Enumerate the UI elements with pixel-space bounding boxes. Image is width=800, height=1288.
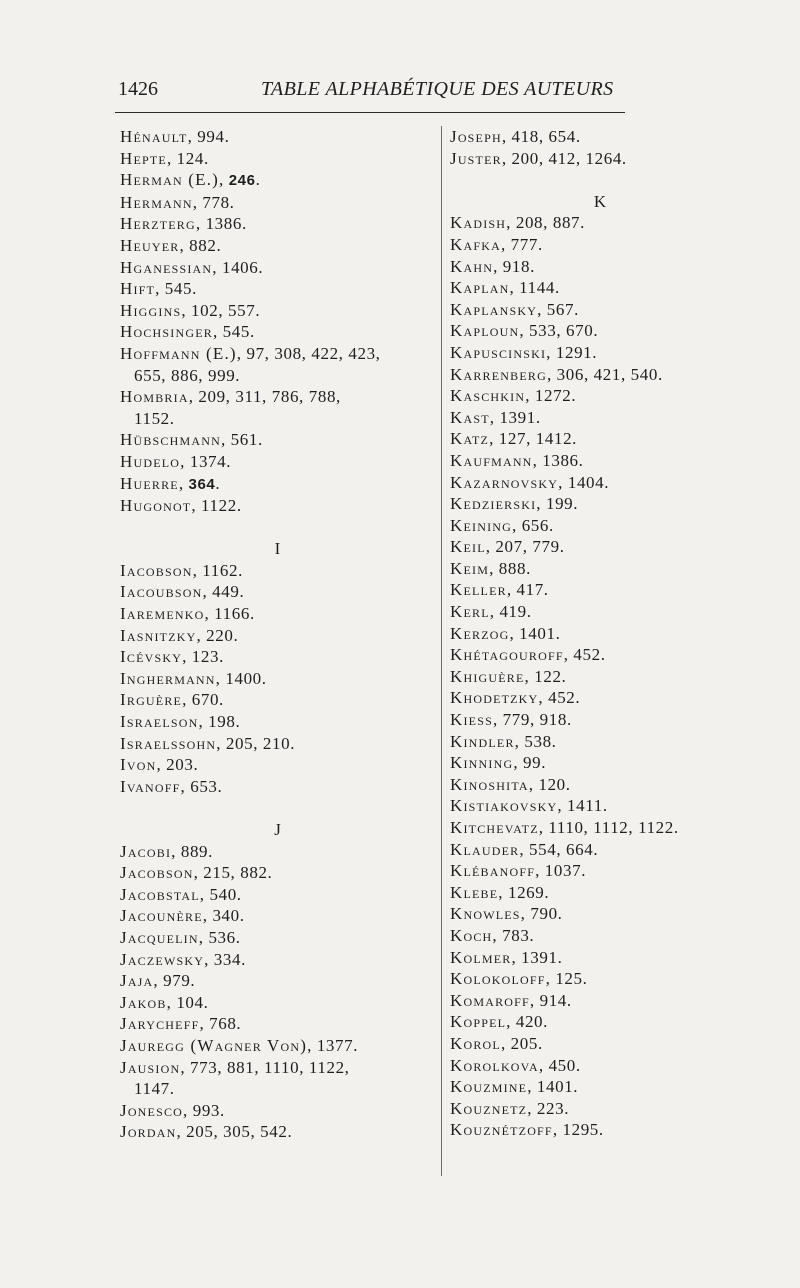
- index-entry: [450, 687, 750, 709]
- author-name: Iaremenko: [120, 604, 205, 624]
- author-name: Klauder: [450, 839, 520, 859]
- index-entry: [450, 903, 750, 925]
- page-refs: , 768.: [199, 1014, 242, 1034]
- j-entries-continued: [450, 126, 750, 169]
- page-refs: , 1401.: [527, 1077, 579, 1097]
- index-entry: [450, 990, 750, 1012]
- author-name: Jauregg (Wagner Von): [120, 1035, 308, 1055]
- index-entry: [450, 1076, 750, 1098]
- index-entry: [450, 1098, 750, 1120]
- index-entry: [120, 126, 435, 148]
- author-name: Israelson: [120, 712, 199, 732]
- ref-terminator: .: [215, 473, 221, 493]
- author-name: Kaplansky: [450, 299, 538, 319]
- page-refs: , 205.: [500, 1033, 543, 1053]
- page-refs: , 1386.: [532, 450, 584, 470]
- index-entry: [120, 1013, 435, 1035]
- author-name: Jaczewsky: [120, 949, 205, 969]
- index-entry: [120, 603, 435, 625]
- page-refs: , 1401.: [509, 623, 561, 643]
- page-refs: , 340.: [202, 906, 245, 926]
- author-name: Khodetzky: [450, 688, 539, 708]
- page-refs: , 670.: [182, 690, 224, 710]
- page-refs: , 1404.: [558, 472, 610, 492]
- author-name: Kinning: [450, 753, 514, 773]
- author-name: Jakob: [120, 992, 167, 1012]
- author-name: Jacquelin: [120, 927, 199, 947]
- author-name: Jacobi: [120, 841, 172, 861]
- page-refs: , 1037.: [535, 861, 587, 881]
- index-entry: [120, 386, 435, 429]
- j-entries: [120, 841, 435, 1143]
- index-entry: [120, 905, 435, 927]
- page-refs: , 914.: [529, 990, 572, 1010]
- page-refs: , 199.: [536, 494, 579, 514]
- author-name: Kaploun: [450, 321, 520, 341]
- page-refs: , 200, 412, 1264.: [501, 148, 627, 168]
- page-refs: , 1391.: [511, 947, 563, 967]
- author-name: Keil: [450, 537, 486, 557]
- page-refs: , 198.: [198, 712, 241, 732]
- page-refs: , 306, 421, 540.: [546, 364, 663, 384]
- index-entry: [450, 774, 750, 796]
- index-entry: [450, 795, 750, 817]
- page-refs: , 1162.: [192, 560, 243, 580]
- index-entry: [120, 733, 435, 755]
- index-entry: [450, 947, 750, 969]
- ref-terminator: .: [255, 170, 261, 190]
- author-name: Kouznétzoff: [450, 1120, 553, 1140]
- index-entry: [120, 711, 435, 733]
- author-name: Hermann: [120, 192, 193, 212]
- author-name: Khétagouroff: [450, 645, 564, 665]
- index-entry: [450, 1011, 750, 1033]
- author-name: Irguère: [120, 690, 183, 710]
- index-entry: [450, 882, 750, 904]
- page-refs: , 205, 210.: [216, 733, 296, 753]
- index-entry: [120, 473, 435, 496]
- page-refs-continued: 655, 886, 999.: [134, 365, 241, 385]
- section-letter-k: K: [593, 191, 607, 211]
- page-refs: , 418, 654.: [501, 127, 581, 146]
- author-name: Joseph: [450, 127, 502, 146]
- index-entry: [450, 666, 750, 688]
- page-refs: , 97, 308, 422, 423,: [236, 343, 381, 363]
- page-refs: , 124.: [166, 148, 209, 168]
- author-name: Koppel: [450, 1012, 507, 1032]
- h-entries: [120, 126, 435, 517]
- running-header: [118, 72, 628, 106]
- page-refs: , 1291.: [546, 342, 598, 362]
- author-name: Jacobson: [120, 863, 194, 883]
- index-entry: [120, 213, 435, 235]
- author-name: Kapuscinski: [450, 342, 547, 362]
- author-name: Hepte: [120, 148, 167, 168]
- author-name: Juster: [450, 148, 502, 168]
- section-letter-i: I: [274, 539, 281, 559]
- index-entry: [450, 925, 750, 947]
- author-name: Karrenberg: [450, 364, 547, 384]
- index-entry: [120, 495, 435, 517]
- page-refs: , 979.: [153, 971, 196, 991]
- author-name: Kindler: [450, 731, 515, 751]
- index-entry: [120, 169, 435, 192]
- page-refs: , 994.: [187, 127, 230, 146]
- index-entry: [450, 558, 750, 580]
- page-refs: ,: [219, 170, 229, 190]
- author-name: Iacoubson: [120, 582, 203, 602]
- index-entry: [120, 257, 435, 279]
- author-name: Keim: [450, 558, 490, 578]
- page-refs: , 773, 881, 1110, 1122,: [180, 1057, 350, 1077]
- author-name: Kaufmann: [450, 450, 533, 470]
- index-entry: [120, 321, 435, 343]
- page-refs: , 125.: [545, 969, 588, 989]
- author-name: Hombria: [120, 387, 189, 407]
- author-name: Korolkova: [450, 1055, 539, 1075]
- page-refs: , 417.: [506, 580, 549, 600]
- author-name: Kazarnovsky: [450, 472, 559, 492]
- author-name: Kolmer: [450, 947, 512, 967]
- author-name: Hganessian: [120, 257, 213, 277]
- author-name: Kafka: [450, 234, 501, 254]
- author-name: Ivanoff: [120, 776, 181, 796]
- page-refs: , 1374.: [180, 451, 232, 471]
- index-entry: [120, 970, 435, 992]
- index-entry: [120, 581, 435, 603]
- page-refs: , 207, 779.: [485, 537, 565, 557]
- page-refs: , 1272.: [525, 386, 577, 406]
- main-page-ref: 246: [228, 172, 256, 190]
- author-name: Koch: [450, 925, 493, 945]
- author-name: Kaschkin: [450, 386, 526, 406]
- author-name: Kistiakovsky: [450, 796, 558, 816]
- index-entry: [450, 968, 750, 990]
- author-name: Kedzierski: [450, 494, 537, 514]
- index-entry: [120, 927, 435, 949]
- page-refs: , 538.: [514, 731, 557, 751]
- page-refs: , 122.: [524, 666, 567, 686]
- index-entry: [120, 343, 435, 386]
- page-refs: , 536.: [198, 927, 241, 947]
- page-refs: , 1400.: [215, 668, 267, 688]
- author-name: Kouzmine: [450, 1077, 528, 1097]
- page-refs: , 545.: [212, 322, 255, 342]
- i-entries: [120, 560, 435, 798]
- page-refs: , 203.: [156, 755, 199, 775]
- author-name: Jaja: [120, 971, 154, 991]
- author-name: Kadish: [450, 213, 507, 233]
- section-letter-j: J: [274, 820, 281, 839]
- index-entry: [120, 278, 435, 300]
- author-name: Kiess: [450, 710, 493, 730]
- left-column: [120, 126, 435, 1143]
- author-name: Hudelo: [120, 451, 181, 471]
- page-refs: , 545.: [155, 279, 197, 299]
- page-refs: , 1166.: [204, 604, 255, 624]
- index-entry: [450, 1055, 750, 1077]
- author-name: Kaplan: [450, 278, 510, 298]
- index-entry: [120, 429, 435, 451]
- index-entry: [120, 689, 435, 711]
- index-entry: [120, 1057, 435, 1100]
- index-entry: [450, 148, 750, 170]
- author-name: Herzterg: [120, 214, 196, 234]
- index-entry: [450, 212, 750, 234]
- index-entry: [450, 536, 750, 558]
- author-name: Israelssohn: [120, 733, 217, 753]
- page-refs: , 533, 670.: [519, 321, 599, 341]
- author-name: Jordan: [120, 1122, 177, 1142]
- page-refs: , 993.: [183, 1100, 225, 1120]
- index-entry: [120, 884, 435, 906]
- author-name: Herman (E.): [120, 170, 220, 190]
- index-entry: [450, 731, 750, 753]
- page-refs: , 334.: [204, 949, 246, 969]
- page-refs: , 1406.: [212, 257, 264, 277]
- page-refs: , 120.: [528, 774, 571, 794]
- page-refs: , 452.: [563, 645, 606, 665]
- index-entry: [450, 256, 750, 278]
- page-refs: , 1386.: [195, 214, 247, 234]
- page-refs: ,: [178, 473, 189, 493]
- index-entry: [450, 579, 750, 601]
- page-refs: , 450.: [538, 1055, 581, 1075]
- index-entry: [120, 148, 435, 170]
- page-refs: , 653.: [180, 776, 223, 796]
- index-entry: [120, 949, 435, 971]
- page-refs: , 1122.: [191, 496, 242, 516]
- author-name: Higgins: [120, 300, 182, 320]
- author-name: Kast: [450, 407, 490, 427]
- index-entry: [450, 1033, 750, 1055]
- index-entry: [450, 428, 750, 450]
- author-name: Icévsky: [120, 647, 183, 667]
- index-entry: [120, 1100, 435, 1122]
- page-refs: , 1110, 1112, 1122.: [538, 818, 679, 837]
- author-name: Korol: [450, 1033, 501, 1053]
- author-name: Khiguère: [450, 666, 525, 686]
- index-entry: [450, 407, 750, 429]
- page-refs: , 567.: [537, 299, 579, 319]
- author-name: Klebe: [450, 882, 499, 902]
- page-refs: , 104.: [166, 992, 209, 1012]
- index-entry: [450, 472, 750, 494]
- page-refs: , 656.: [512, 515, 554, 535]
- index-entry: [120, 992, 435, 1014]
- page-refs: , 1144.: [509, 278, 560, 298]
- running-title: TABLE ALPHABÉTIQUE DES AUTEURS: [261, 78, 614, 100]
- page-refs: , 1411.: [557, 796, 608, 816]
- author-name: Jarycheff: [120, 1014, 200, 1034]
- author-name: Hochsinger: [120, 322, 213, 342]
- author-name: Heuyer: [120, 235, 180, 255]
- page-refs: , 208, 887.: [506, 213, 586, 233]
- page-refs: , 215, 882.: [193, 863, 273, 883]
- index-entry: [450, 277, 750, 299]
- page-number: 1426: [118, 78, 158, 100]
- index-entry: [120, 560, 435, 582]
- index-entry: [120, 668, 435, 690]
- header-rule: [115, 112, 625, 113]
- index-entry: [450, 126, 750, 148]
- index-entry: [120, 625, 435, 647]
- index-entry: [120, 451, 435, 473]
- page-refs: , 220.: [196, 625, 239, 645]
- author-name: Iacobson: [120, 560, 193, 580]
- author-name: Kerl: [450, 602, 490, 622]
- right-column: [450, 126, 750, 1141]
- index-entry: [120, 776, 435, 798]
- index-entry: [450, 644, 750, 666]
- author-name: Katz: [450, 429, 490, 449]
- page-refs: , 205, 305, 542.: [176, 1122, 293, 1142]
- index-entry: [450, 234, 750, 256]
- index-entry: [450, 493, 750, 515]
- page-refs: , 777.: [500, 234, 543, 254]
- author-name: Jausion: [120, 1057, 181, 1077]
- author-name: Jacounère: [120, 906, 203, 926]
- index-entry: [120, 1121, 435, 1143]
- page-refs: , 882.: [179, 235, 222, 255]
- page-refs: , 449.: [202, 582, 245, 602]
- author-name: Kitchevatz: [450, 818, 539, 837]
- index-entry: [450, 450, 750, 472]
- page-refs-continued: 1147.: [134, 1079, 175, 1099]
- page-refs: , 783.: [492, 925, 535, 945]
- author-name: Keller: [450, 580, 507, 600]
- index-entry: [120, 300, 435, 322]
- page-refs: , 918.: [493, 256, 535, 276]
- index-entry: [450, 709, 750, 731]
- author-name: Ivon: [120, 755, 157, 775]
- author-name: Hénault: [120, 127, 188, 146]
- k-entries: [450, 212, 750, 1141]
- author-name: Kolokoloff: [450, 969, 546, 989]
- author-name: Hoffmann (E.): [120, 343, 237, 363]
- author-name: Hift: [120, 279, 156, 299]
- page-refs: , 778.: [192, 192, 235, 212]
- main-page-ref: 364: [188, 475, 216, 493]
- page-refs: , 1269.: [498, 882, 550, 902]
- index-entry: [450, 1119, 750, 1141]
- index-entry: [120, 1035, 435, 1057]
- author-name: Kahn: [450, 256, 494, 276]
- author-name: Huerre: [120, 473, 179, 493]
- index-entry: [450, 752, 750, 774]
- index-entry: [120, 192, 435, 214]
- index-entry: [450, 623, 750, 645]
- author-name: Kerzog: [450, 623, 510, 643]
- author-name: Keining: [450, 515, 512, 535]
- page-refs: , 779, 918.: [492, 710, 572, 730]
- page-refs: , 420.: [506, 1012, 549, 1032]
- page-refs: , 209, 311, 786, 788,: [188, 387, 341, 407]
- index-entry: [120, 235, 435, 257]
- page-refs: , 888.: [489, 558, 531, 578]
- author-name: Klébanoff: [450, 861, 536, 881]
- index-entry: [450, 817, 750, 839]
- page-refs: , 419.: [489, 602, 532, 622]
- page-refs: , 1295.: [552, 1120, 604, 1140]
- index-entry: [450, 515, 750, 537]
- author-name: Jacobstal: [120, 884, 200, 904]
- author-name: Hugonot: [120, 496, 192, 516]
- index-entry: [120, 841, 435, 863]
- author-name: Hübschmann: [120, 430, 221, 450]
- page-refs: , 1391.: [489, 407, 541, 427]
- index-entry: [120, 646, 435, 668]
- page-refs: , 1377.: [307, 1035, 359, 1055]
- index-entry: [450, 364, 750, 386]
- page-refs: , 889.: [171, 841, 214, 861]
- index-entry: [450, 320, 750, 342]
- page-refs-continued: 1152.: [134, 408, 175, 428]
- page-refs: , 123.: [182, 647, 224, 667]
- page-refs: , 452.: [538, 688, 581, 708]
- page-refs: , 561.: [220, 430, 263, 450]
- page-refs: , 127, 1412.: [489, 429, 578, 449]
- author-name: Iasnitzky: [120, 625, 197, 645]
- page-refs: , 102, 557.: [181, 300, 261, 320]
- index-entry: [450, 839, 750, 861]
- index-entry: [450, 342, 750, 364]
- author-name: Kinoshita: [450, 774, 529, 794]
- index-entry: [450, 299, 750, 321]
- column-divider: [441, 126, 442, 1176]
- index-entry: [450, 860, 750, 882]
- page-refs: , 223.: [527, 1098, 570, 1118]
- index-entry: [450, 601, 750, 623]
- author-name: Knowles: [450, 904, 521, 924]
- index-entry: [120, 754, 435, 776]
- page-refs: , 99.: [513, 753, 547, 773]
- author-name: Kouznetz: [450, 1098, 528, 1118]
- author-name: Jonesco: [120, 1100, 184, 1120]
- index-entry: [120, 862, 435, 884]
- page-refs: , 790.: [520, 904, 563, 924]
- page-refs: , 540.: [199, 884, 242, 904]
- author-name: Inghermann: [120, 668, 216, 688]
- author-name: Komaroff: [450, 990, 530, 1010]
- index-entry: [450, 385, 750, 407]
- page-refs: , 554, 664.: [519, 839, 599, 859]
